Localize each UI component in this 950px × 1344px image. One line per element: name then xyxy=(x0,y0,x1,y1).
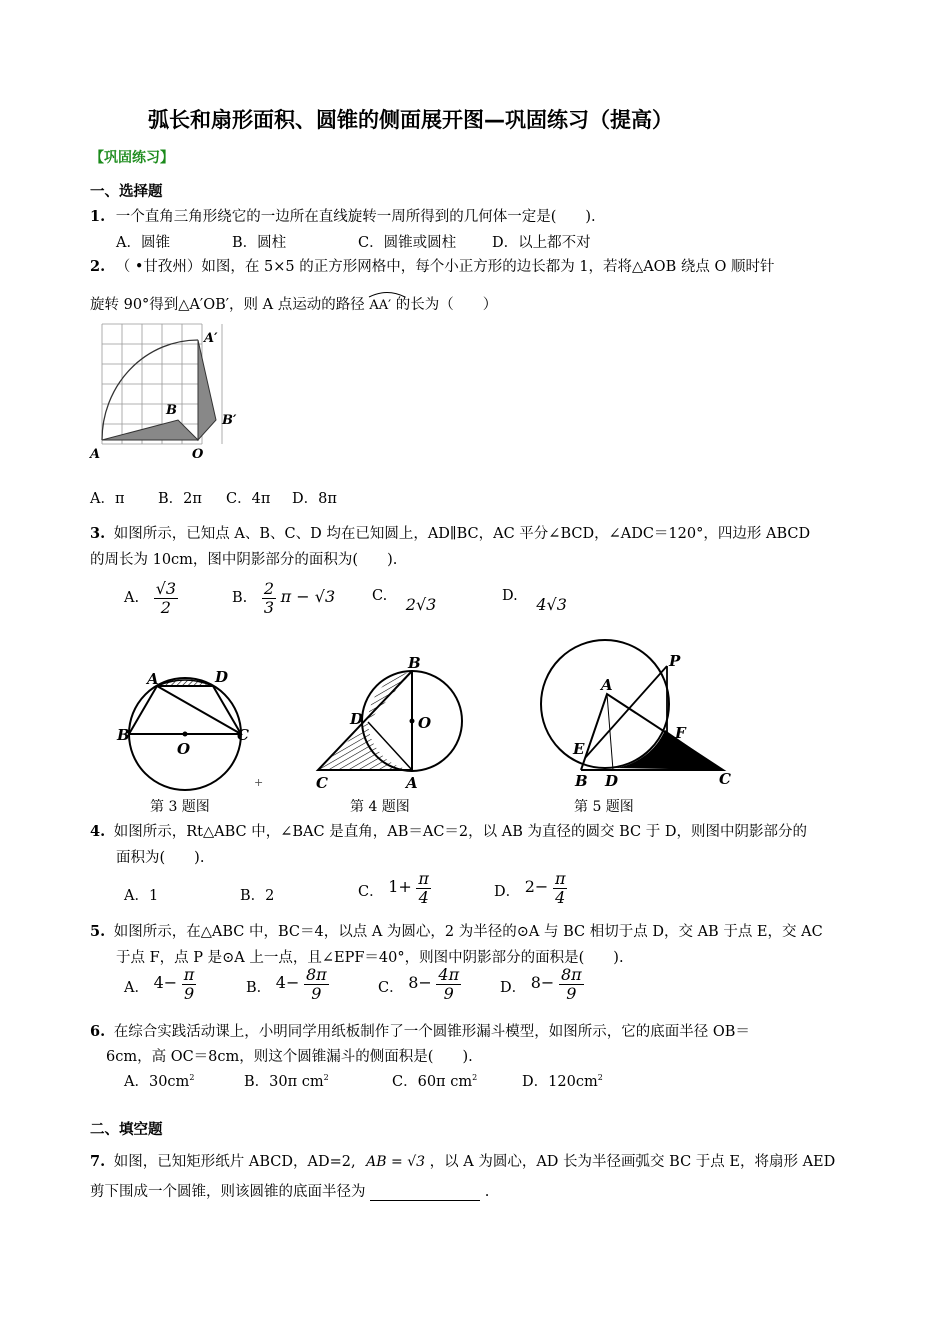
question-1 xyxy=(90,205,596,226)
question-number: 3. xyxy=(90,525,106,542)
question-6-line2: 6cm，高 OC＝8cm，则这个圆锥漏斗的侧面积是( ). xyxy=(106,1049,473,1065)
q5-option-b: B． 4− $\frac{8\pi}{9}$ xyxy=(246,965,327,1003)
section-fill-heading: 二、填空题 xyxy=(90,1122,163,1138)
question-2-line2 xyxy=(90,292,497,314)
label-a: A xyxy=(601,676,613,694)
label-d: D xyxy=(605,772,619,790)
question-text: 在综合实践活动课上，小明同学用纸板制作了一个圆锥形漏斗模型，如图所示，它的底面半径 OB＝ xyxy=(113,1024,750,1040)
figure-3 xyxy=(115,662,265,792)
label-b: B xyxy=(166,403,177,418)
question-text: 旋转 90°得到△A′OB′，则 A 点运动的路径 xyxy=(90,297,365,313)
label-p: P xyxy=(669,652,681,670)
figure-5 xyxy=(535,630,745,790)
label-d: D xyxy=(215,668,229,686)
fraction: $\frac{4\pi}{9}$ xyxy=(438,965,460,1003)
triangle-a-prime-ob-prime xyxy=(198,340,216,440)
label-c: C xyxy=(237,726,249,744)
question-text: 如图，已知矩形纸片 ABCD，AD=2, xyxy=(113,1154,356,1170)
question-text: （ •甘孜州）如图，在 5×5 的正方形网格中，每个小正方形的边长都为 1，若将△AOB 绕点 O 顺时针 xyxy=(115,259,775,275)
label-a: A xyxy=(147,670,159,688)
question-number: 7. xyxy=(90,1153,106,1170)
section-tag: 【巩固练习】 xyxy=(90,150,174,166)
question-6-line1 xyxy=(90,1020,750,1041)
figure-4 xyxy=(312,652,472,792)
arc-notation: AA′ xyxy=(369,292,391,313)
label-b: B xyxy=(575,772,588,790)
question-3-line2: 的周长为 10cm，图中阴影部分的面积为( ). xyxy=(90,552,398,568)
question-number: 2. xyxy=(90,258,106,275)
shaded-region-upper xyxy=(368,672,412,722)
q1-option-b: B．圆柱 xyxy=(232,235,287,251)
label-o: O xyxy=(418,714,432,732)
fraction: $\frac{\pi}{4}$ xyxy=(554,869,566,907)
caption-fig4: 第 4 题图 xyxy=(350,799,410,815)
question-5-line1 xyxy=(90,920,823,941)
label-a: A xyxy=(90,447,101,462)
question-7-line1 xyxy=(90,1150,835,1171)
question-2-line1 xyxy=(90,255,774,276)
fraction: $\frac{√3}{2}$ xyxy=(155,579,177,617)
question-text: 的长为（ ） xyxy=(395,297,498,313)
caption-fig5: 第 5 题图 xyxy=(574,799,634,815)
label-o: O xyxy=(192,447,204,462)
q5-option-c: C． 8− $\frac{4\pi}{9}$ xyxy=(378,965,460,1003)
label-c: C xyxy=(316,774,328,792)
center-dot xyxy=(410,719,415,724)
q3-option-d: D. 4√3 xyxy=(502,588,567,614)
shaded-region xyxy=(615,730,723,770)
question-text: ，以 A 为圆心，AD 长为半径画弧交 BC 于点 E，将扇形 AED xyxy=(429,1154,836,1170)
circle xyxy=(541,640,669,768)
q4-option-b: B．2 xyxy=(240,888,275,904)
center-dot xyxy=(183,732,188,737)
question-number: 6. xyxy=(90,1023,106,1040)
triangle-aob xyxy=(102,420,198,440)
q3-option-b: B. $\frac{2}{3}$ π − √3 xyxy=(232,579,336,617)
question-7-line2: 剪下围成一个圆锥，则该圆锥的底面半径为 . xyxy=(90,1184,490,1200)
q6-option-a: A．$30cm^2$ xyxy=(124,1073,195,1090)
label-a-prime: A′ xyxy=(204,331,218,346)
q6-option-c: C．60π $cm^2$ xyxy=(392,1073,478,1090)
diagonal-ac xyxy=(157,686,241,734)
q2-option-a: A．π xyxy=(90,491,125,507)
fraction: $\frac{2}{3}$ xyxy=(263,579,275,617)
question-4-line2: 面积为( ). xyxy=(116,850,205,866)
label-b: B xyxy=(408,654,421,672)
question-number: 1. xyxy=(90,208,106,225)
q1-option-d: D．以上都不对 xyxy=(492,235,591,251)
shaded-region-lower xyxy=(318,722,412,770)
q2-option-b: B．2π xyxy=(158,491,202,507)
caption-fig3: 第 3 题图 xyxy=(150,799,210,815)
question-number: 4. xyxy=(90,823,106,840)
label-a: A xyxy=(406,774,418,792)
label-b-prime: B′ xyxy=(222,413,237,428)
question-3-line1 xyxy=(90,522,810,543)
fraction: $\frac{8\pi}{9}$ xyxy=(560,965,582,1003)
question-5-line2: 于点 F，点 P 是⊙A 上一点，且∠EPF＝40°，则图中阴影部分的面积是( ). xyxy=(116,950,624,966)
question-text: 如图所示，Rt△ABC 中，∠BAC 是直角，AB＝AC＝2，以 AB 为直径的圆交 BC 于 D，则图中阴影部分的 xyxy=(113,824,807,840)
q5-option-a: A． 4− $\frac{\pi}{9}$ xyxy=(124,965,195,1003)
arc-mark xyxy=(367,290,407,298)
q4-option-a: A．1 xyxy=(124,888,159,904)
page-title: 弧长和扇形面积、圆锥的侧面展开图—巩固练习（提高） xyxy=(148,108,673,132)
answer-blank[interactable] xyxy=(370,1186,480,1201)
q3-option-a: A. $\frac{√3}{2}$ xyxy=(124,579,177,617)
q4-option-c: C． 1+ $\frac{\pi}{4}$ xyxy=(358,869,429,907)
label-d: D xyxy=(350,710,364,728)
label-e: E xyxy=(573,740,585,758)
question-number: 5. xyxy=(90,923,106,940)
label-f: F xyxy=(675,724,686,742)
q1-option-c: C．圆锥或圆柱 xyxy=(358,235,457,251)
label-c: C xyxy=(719,770,731,788)
label-b: B xyxy=(117,726,130,744)
figure-q2-grid xyxy=(88,320,248,465)
q5-option-d: D． 8− $\frac{8\pi}{9}$ xyxy=(500,965,582,1003)
q6-option-d: D．$120cm^2$ xyxy=(522,1073,603,1090)
q2-option-d: D．8π xyxy=(292,491,337,507)
plus-mark: + xyxy=(254,776,264,789)
section-choice-heading: 一、选择题 xyxy=(90,184,163,200)
question-text: 剪下围成一个圆锥，则该圆锥的底面半径为 xyxy=(90,1184,366,1200)
q6-option-b: B．30π $cm^2$ xyxy=(244,1073,329,1090)
q2-option-c: C．4π xyxy=(226,491,271,507)
fraction: $\frac{\pi}{9}$ xyxy=(183,965,195,1003)
question-text: 一个直角三角形绕它的一边所在直线旋转一周所得到的几何体一定是( ). xyxy=(115,209,596,225)
question-4-line1 xyxy=(90,820,807,841)
question-text: 如图所示，在△ABC 中，BC＝4，以点 A 为圆心，2 为半径的⊙A 与 BC 相切于点 D，交 AB 于点 E，交 AC xyxy=(113,924,823,940)
fraction: $\frac{\pi}{4}$ xyxy=(418,869,429,907)
math-ab: AB = √3 xyxy=(366,1154,426,1170)
label-o: O xyxy=(177,740,191,758)
question-text: 如图所示，已知点 A、B、C、D 均在已知圆上，AD∥BC，AC 平分∠BCD，∠ADC＝120°，四边形 ABCD xyxy=(113,526,811,542)
q4-option-d: D． 2− $\frac{\pi}{4}$ xyxy=(494,869,566,907)
q3-option-c: C. 2√3 xyxy=(372,588,437,614)
fraction: $\frac{8\pi}{9}$ xyxy=(305,965,327,1003)
q1-option-a: A．圆锥 xyxy=(116,235,170,251)
